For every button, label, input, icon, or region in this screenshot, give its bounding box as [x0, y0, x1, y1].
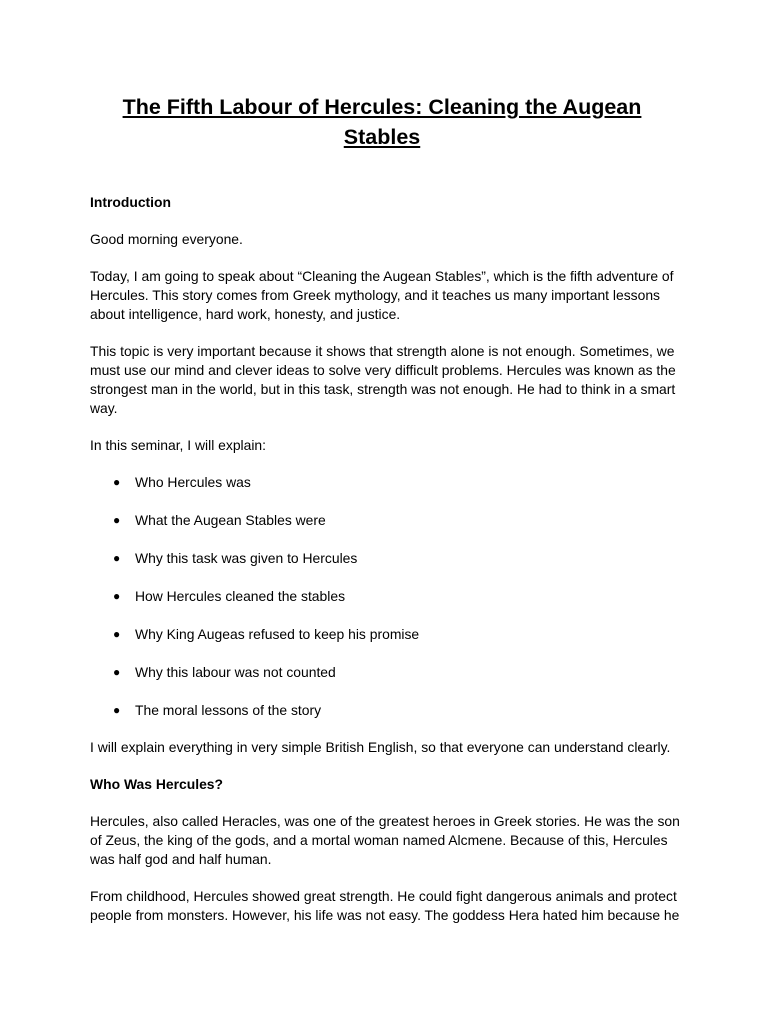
bullet-icon: ●: [113, 551, 121, 565]
list-item-text: What the Augean Stables were: [135, 512, 326, 528]
paragraph: From childhood, Hercules showed great strength. He could fight dangerous animals and protect people from monsters. However, his life was not easy. The goddess Hera hated him because he: [90, 888, 680, 923]
list-item: [90, 587, 680, 606]
list-item-text: The moral lessons of the story: [135, 702, 322, 718]
paragraph: Today, I am going to speak about “Cleaning the Augean Stables”, which is the fifth adventure of Hercules. This story comes from Greek mythology, and it teaches us many important lessons about intelligence, hard work, honesty, and justice.: [90, 268, 674, 322]
paragraph: Good morning everyone.: [90, 231, 243, 247]
bullet-icon: ●: [113, 513, 121, 527]
bullet-icon: ●: [113, 627, 121, 641]
list-item: [90, 625, 680, 644]
paragraph: This topic is very important because it shows that strength alone is not enough. Sometimes, we must use our mind and clever ideas to solve very difficult problems. Hercules was known as the strongest man in the world, but in this task, strength was not enough. He had to think in a smart way.: [90, 343, 676, 416]
list-item-text: How Hercules cleaned the stables: [135, 588, 346, 604]
bullet-icon: ●: [113, 703, 121, 717]
list-item: [90, 549, 680, 568]
bullet-icon: ●: [113, 475, 121, 489]
list-item-text: Why King Augeas refused to keep his promise: [135, 626, 420, 642]
list-item-text: Who Hercules was: [135, 474, 251, 490]
list-item: [90, 473, 680, 492]
list-item-text: Why this labour was not counted: [135, 664, 336, 680]
paragraph: In this seminar, I will explain:: [90, 437, 267, 453]
list-item: [90, 511, 680, 530]
bullet-icon: ●: [113, 589, 121, 603]
list-item-text: Why this task was given to Hercules: [135, 550, 358, 566]
seminar-topics-list: [90, 473, 680, 720]
list-item: [90, 663, 680, 682]
document-title: The Fifth Labour of Hercules: Cleaning the Augean Stables: [122, 95, 642, 149]
list-item: [90, 701, 680, 720]
paragraph: Hercules, also called Heracles, was one of the greatest heroes in Greek stories. He was the son of Zeus, the king of the gods, and a mortal woman named Alcmene. Because of this, Hercules was half god and half human.: [90, 813, 680, 867]
paragraph: I will explain everything in very simple British English, so that everyone can understand clearly.: [90, 739, 671, 755]
document-page: [90, 92, 680, 943]
section-heading-who-was-hercules: Who Was Hercules?: [90, 776, 224, 792]
bullet-icon: ●: [113, 665, 121, 679]
section-heading-introduction: Introduction: [90, 194, 172, 210]
